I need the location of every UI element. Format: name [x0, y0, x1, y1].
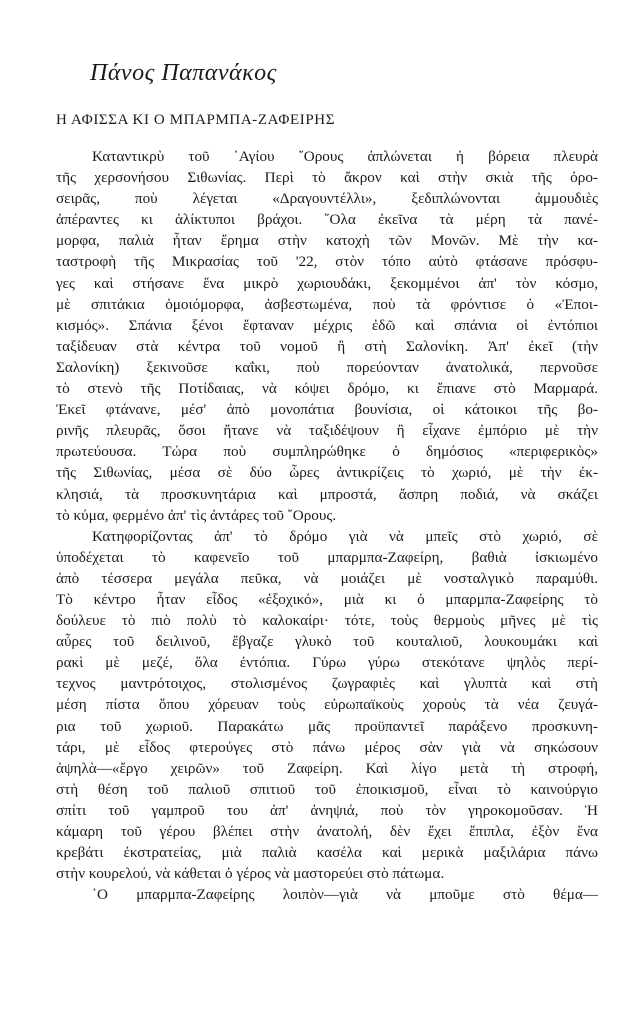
- text-line: κισμός». Σπάνια ξένοι ἔφταναν μέχρις ἐδῶ καὶ σπάνια οἱ ἐντόπιοι: [56, 316, 598, 334]
- text-line: δούλευε τὸ πιὸ πολὺ τὸ καλοκαίρι· τότε, τοὺς θερμοὺς μῆνες μὲ τὶς: [56, 612, 598, 630]
- text-line: ἀπὸ τέσσερα μεγάλα πεῦκα, νὰ μοιάζει μὲ νοσταλγικὸ παραμύθι.: [56, 569, 598, 587]
- text-line: σειρᾶς, ποὺ λέγεται «Δραγουντέλλι», ξεδιπλώνονται ἀμμουδιὲς: [56, 190, 598, 208]
- text-line: κλησιά, τὰ προσκυνητάρια καὶ μπροστά, ἄσπρη ποδιά, νὰ σκάζει: [56, 485, 598, 503]
- text-line: τῆς Σιθωνίας, μέσα σὲ δύο ὧρες ἀντικρίζεις τὸ χωριό, μὲ τὴν ἐκ-: [56, 464, 598, 482]
- chapter-title: Η ΑΦΙΣΣΑ ΚΙ Ο ΜΠΑΡΜΠΑ-ΖΑΦΕΙΡΗΣ: [56, 112, 336, 128]
- text-line: στὴν κουρελού, νὰ κάθεται ὁ γέρος νὰ μαστορεύει στὸ πάτωμα.: [56, 865, 445, 883]
- text-line: στὴ θέση τοῦ παλιοῦ σπιτιοῦ τοῦ ἐποικισμοῦ, εἶναι τὸ καινούργιο: [56, 780, 598, 798]
- text-line: γες καὶ στήσανε ἕνα μικρὸ χωριουδάκι, ξεκομμένοι ἀπ' τὸν κόσμο,: [56, 274, 598, 292]
- text-line: μὲ σπιτάκια ὁμοιόμορφα, ἀσβεστωμένα, ποὺ τὰ φρόντισε ὁ «Ἐποι-: [56, 295, 598, 313]
- text-line: Σαλονίκη) ξεκινοῦσε καΐκι, ποὺ πορεύονταν ἀνατολικά, περνοῦσε: [56, 358, 598, 376]
- text-line: τάρι, μὲ εἶδος φτερούγες στὸ πάνω μέρος σὰν γιὰ νὰ σηκώσουν: [56, 738, 598, 756]
- text-line: ρια τοῦ χωριοῦ. Παρακάτω μᾶς προϋπαντεῖ παράξενο προσκυνη-: [56, 717, 598, 735]
- text-line: τὸ κύμα, φερμένο ἀπ' τὶς ἀντάρες τοῦ ῎Ορους.: [56, 506, 337, 524]
- text-line: μορφα, παλιὰ ἦταν ἔρημα στὴν κατοχὴ τῶν Μονῶν. Μὲ τὴν κα-: [56, 232, 598, 250]
- text-line: ρινῆς πλευρᾶς, ὅσοι ἤτανε νὰ ταξιδέψουν ἢ εἶχανε ἐμπόριο μὲ τὴν: [56, 422, 598, 440]
- text-line: Καταντικρὺ τοῦ ῾Αγίου ῎Ορους ἁπλώνεται ἡ βόρεια πλευρὰ: [92, 148, 598, 165]
- text-line: πρωτεύουσα. Τώρα ποὺ συμπληρώθηκε ὁ δημόσιος «περιφερικὸς»: [56, 443, 598, 461]
- text-line: σπίτι τοῦ γαμπροῦ του ἀπ' ἀνηψιά, ποὺ τὸν γηροκομοῦσαν. Ἡ: [56, 801, 598, 819]
- text-line: τεχνος μαντρότοιχος, στολισμένος ζωγραφιὲς καὶ γλυπτὰ καὶ στὴ: [56, 675, 598, 693]
- text-line: κρεβάτι ἐκστρατείας, μιὰ παλιὰ κασέλα καὶ μερικὰ μαξιλάρια πάνω: [56, 844, 598, 862]
- text-line: κάμαρη τοῦ γέρου βλέπει στὴν ἀνατολή, δὲν ἔχει ἔπιπλα, ἐξὸν ἕνα: [56, 823, 598, 840]
- text-line: Ἐκεῖ φτάνανε, μέσ' ἀπὸ μονοπάτια βουνίσια, οἱ κάτοικοι τῆς βο-: [56, 401, 598, 419]
- body-text: [56, 146, 598, 905]
- text-line: μέση πίστα ὅπου χόρευαν τοὺς εὐρωπαϊκοὺς χοροὺς τὰ νέα ζευγά-: [56, 696, 598, 714]
- text-line: ῾Ο μπαρμπα-Ζαφείρης λοιπὸν—γιὰ νὰ μποῦμε στὸ θέμα—: [92, 886, 598, 904]
- text-line: ταστροφὴ τῆς Μικρασίας τοῦ '22, στὸν τόπο αὐτὸ φτάσανε πρόσφυ-: [56, 253, 598, 271]
- text-line: ἀπέραντες κι ἀλίκτυποι βράχοι. ῞Ολα ἐκεῖνα τὰ μέρη τὰ πανέ-: [56, 211, 598, 229]
- text-line: ἀψηλὰ—«ἔργο χειρῶν» τοῦ Ζαφείρη. Καὶ λίγο μετὰ τὴ στροφή,: [56, 759, 598, 777]
- author-name: Πάνος Παπανάκος: [90, 60, 277, 86]
- text-line: ὑποδέχεται τὸ καφενεῖο τοῦ μπαρμπα-Ζαφείρη, βαθιὰ ἰσκιωμένο: [56, 548, 598, 566]
- text-line: τῆς χερσονήσου Σιθωνίας. Περὶ τὸ ἄκρον καὶ στὴν σκιὰ τῆς ὀρο-: [56, 169, 598, 187]
- text-line: τὸ στενὸ τῆς Ποτίδαιας, νὰ κόψει δρόμο, κι ἔπιανε στὸ Μαρμαρά.: [56, 380, 598, 398]
- text-line: ρακὶ μὲ μεζέ, ὅλα ἐντόπια. Γύρω γύρω στεκότανε ψηλὸς περί-: [56, 654, 598, 672]
- text-line: αὖρες τοῦ δειλινοῦ, ἔβγαζε γλυκὸ τοῦ κουταλιοῦ, λουκουμάκι καὶ: [56, 633, 598, 651]
- text-line: Κατηφορίζοντας ἀπ' τὸ δρόμο γιὰ νὰ μπεῖς στὸ χωριό, σὲ: [92, 527, 598, 545]
- text-line: ταξίδευαν στὰ κέντρα τοῦ νομοῦ ἢ στὴ Σαλονίκη. Ἀπ' ἐκεῖ (τὴν: [56, 337, 598, 355]
- text-line: Τὸ κέντρο ἦταν εἶδος «ἐξοχικό», μιὰ κι ὁ μπαρμπα-Ζαφείρης τὸ: [56, 590, 598, 608]
